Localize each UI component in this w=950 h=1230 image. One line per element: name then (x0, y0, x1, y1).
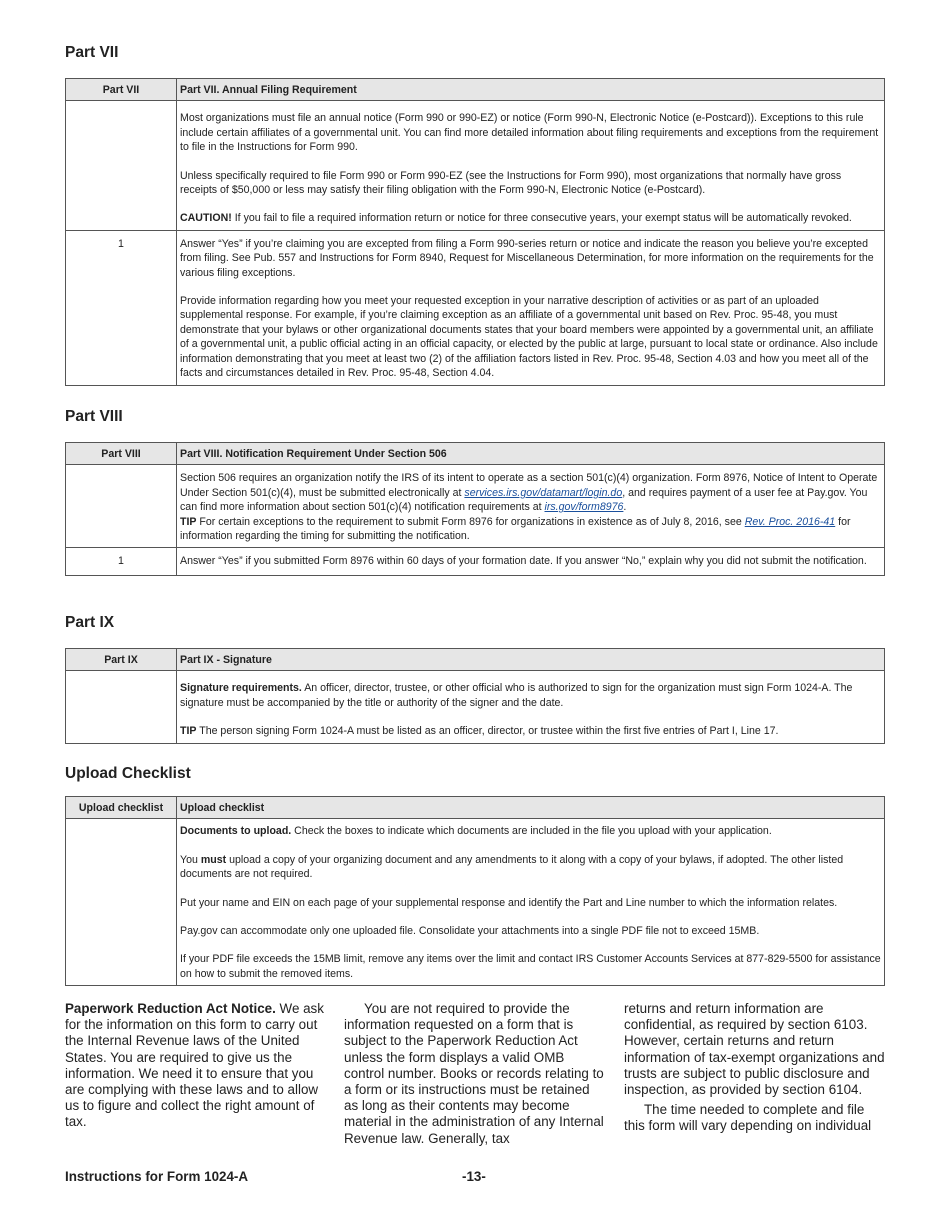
signature-label: Signature requirements. (180, 682, 302, 695)
tip-label: TIP (180, 515, 197, 528)
must-upload-paragraph (180, 853, 881, 882)
must-text-a: You (180, 853, 201, 866)
form-title: Instructions for Form 1024-A (65, 1169, 249, 1184)
table-header-row (66, 79, 885, 101)
limit-paragraph: If your PDF file exceeds the 15MB limit, remove any items over the limit and contact IRS Customer Accounts Services at 877-829-5500 for assistance on how to submit the removed items. (180, 953, 881, 980)
table-header-row (66, 443, 885, 465)
page-footer (65, 1169, 885, 1187)
part8-tip-text-a: For certain exceptions to the requirement to submit Form 8976 for organizations in existence as of July 8, 2016, see (196, 515, 745, 528)
upload-header-col2: Upload checklist (177, 797, 885, 819)
paperwork-column-3 (624, 1001, 886, 1135)
part8-header-col2: Part VIII. Notification Requirement Under Section 506 (177, 443, 885, 465)
part7-table (65, 78, 885, 386)
upload-header-col1: Upload checklist (66, 797, 177, 819)
part7-line1-cell (177, 230, 885, 385)
datamart-link[interactable]: services.irs.gov/datamart/login.do (464, 486, 623, 499)
table-row (66, 230, 885, 385)
signature-requirements (180, 681, 881, 710)
part8-intro-cell (177, 465, 885, 548)
part8-intro-text-b: , and requires payment of a user fee at Pay.gov. You can find more information about section 501(c)(4) notification requirements at (180, 486, 868, 514)
table-row (66, 548, 885, 575)
paperwork-column-2 (344, 1001, 606, 1147)
part8-tip-text-b: for information regarding the timing for submitting the notification. (180, 515, 851, 543)
paperwork-col3-paragraph-2: The time needed to complete and file this form will vary depending on individual (624, 1102, 872, 1134)
part9-header-col1: Part IX (66, 649, 177, 671)
caution-label: CAUTION! (180, 212, 232, 225)
part7-header-col2: Part VII. Annual Filing Requirement (177, 79, 885, 101)
part9-signature-cell (177, 671, 885, 743)
table-header-row (66, 797, 885, 819)
documents-label: Documents to upload. (180, 825, 292, 838)
table-row (66, 101, 885, 230)
part7-line1-number: 1 (66, 230, 177, 385)
part8-intro-text-c: . (623, 501, 627, 514)
part7-intro-line-cell (66, 101, 177, 230)
form8976-link[interactable]: irs.gov/form8976 (544, 501, 624, 514)
tip-label: TIP (180, 725, 197, 738)
paperwork-col3-paragraph-1: returns and return information are confidential, as required by section 6103. However, certain returns and return information of tax-exempt organizations and trusts are subject to public disclosure and inspection, as provided by section 6104. (624, 1001, 885, 1098)
part7-intro-paragraph-1: Most organizations must file an annual notice (Form 990 or 990-EZ) or notice (Form 990-N, Electronic Notice (e-Postcard)). Exceptions to this rule include certain affiliates of a governmental unit. You can find more detailed information about filing requirements and exceptions from the requirement to file in the Instructions for Form 990. (180, 112, 879, 154)
rev-proc-link[interactable]: Rev. Proc. 2016-41 (744, 515, 836, 528)
paperwork-title: Paperwork Reduction Act Notice. (65, 1001, 276, 1016)
part8-table (65, 442, 885, 576)
part8-intro-paragraph (180, 471, 881, 543)
part8-heading: Part VIII (65, 408, 123, 425)
part7-caution (180, 211, 881, 225)
ein-paragraph: Put your name and EIN on each page of your supplemental response and identify the Part and Line number to which the information relates. (180, 896, 838, 909)
table-row (66, 465, 885, 548)
part9-tip-text: The person signing Form 1024-A must be listed as an officer, director, or trustee within the first five entries of Part I, Line 17. (196, 725, 779, 738)
part8-line1-text: Answer “Yes” if you submitted Form 8976 within 60 days of your formation date. If you answer “No,” explain why you did not submit the notification. (177, 548, 885, 575)
part7-intro-cell (177, 101, 885, 230)
documents-text: Check the boxes to indicate which documents are included in the file you upload with your application. (291, 825, 772, 838)
part7-intro-paragraph-2: Unless specifically required to file Form 990 or Form 990-EZ (see the Instructions for Form 990), most organizations that normally have gross receipts of $50,000 or less may satisfy their filing obligation with the Form 990-N, Electronic Notice (e-Postcard). (180, 169, 842, 197)
part8-header-col1: Part VIII (66, 443, 177, 465)
caution-text: If you fail to file a required information return or notice for three consecutive years, your exempt status will be automatically revoked. (231, 212, 852, 225)
part7-heading: Part VII (65, 44, 119, 61)
paperwork-column-1 (65, 1001, 327, 1131)
paperwork-col1-text: We ask for the information on this form to carry out the Internal Revenue laws of the United States. You are required to give us the information. We need it to ensure that you are complying with these laws and to allow us to figure and collect the right amount of tax. (65, 1001, 324, 1130)
part8-line1-number: 1 (66, 548, 177, 575)
part9-table (65, 648, 885, 744)
part9-header-col2: Part IX - Signature (177, 649, 885, 671)
part7-header-col1: Part VII (66, 79, 177, 101)
page-number: -13- (462, 1169, 486, 1184)
upload-checklist-cell (177, 819, 885, 986)
table-row (66, 819, 885, 986)
must-text-b: upload a copy of your organizing document and any amendments to it along with a copy of your bylaws, if adopted. The other listed documents are not required. (180, 853, 844, 881)
upload-line-cell (66, 819, 177, 986)
paperwork-col1-paragraph (65, 1001, 327, 1131)
signature-text: An officer, director, trustee, or other official who is authorized to sign for the organization must sign Form 1024-A. The signature must be accompanied by the title or authority of the signer and the date. (180, 682, 853, 709)
paperwork-notice (65, 1001, 885, 1151)
part9-line-cell (66, 671, 177, 743)
paperwork-col2-paragraph: You are not required to provide the information requested on a form that is subject to the Paperwork Reduction Act unless the form displays a valid OMB control number. Books or records relating to a form or its instructions must be retained as long as their contents may become material in the administration of any Internal Revenue law. Generally, tax (344, 1001, 604, 1146)
part9-heading: Part IX (65, 614, 115, 631)
upload-table (65, 796, 885, 986)
upload-heading: Upload Checklist (65, 765, 191, 782)
must-emphasis: must (200, 853, 227, 866)
part8-intro-text-a: Section 506 requires an organization notify the IRS of its intent to operate as a section 501(c)(4) organization. Form 8976, Notice of Intent to Operate Under Section 501(c)(4), must be submitted electronically at (180, 472, 878, 499)
documents-to-upload (180, 824, 881, 838)
part8-intro-line-cell (66, 465, 177, 548)
paygov-paragraph: Pay.gov can accommodate only one uploaded file. Consolidate your attachments into a single PDF file not to exceed 15MB. (180, 925, 760, 938)
part9-tip (180, 724, 881, 738)
part7-line1-paragraph-1: Answer “Yes” if you’re claiming you are excepted from filing a Form 990-series return or notice and indicate the reason you believe you’re excepted from filing. See Pub. 557 and Instructions for Form 8940, Request for Miscellaneous Determination, for more information on the requirements for the various filing exceptions. (180, 237, 874, 279)
table-row (66, 671, 885, 743)
table-header-row (66, 649, 885, 671)
part7-line1-paragraph-2: Provide information regarding how you meet your requested exception in your narrative description of activities or as part of an uploaded supplemental response. For example, if you’re claiming exception as an affiliate of a governmental unit based on Rev. Proc. 95-48, you must demonstrate that your bylaws or other organizational documents states that your board members were appointed by a governmental unit, an affiliate of a governmental unit, a public official acting in an official capacity, or elected by the public at large, pursuant to local state or ordinance. Also include information demonstrating that you meet at least two (2) of the affiliation factors listed in Rev. Proc. 95-48, Section 4.03 and how you meet all of the facts and circumstances detailed in Rev. Proc. 95-48, Section 4.04. (180, 295, 878, 380)
